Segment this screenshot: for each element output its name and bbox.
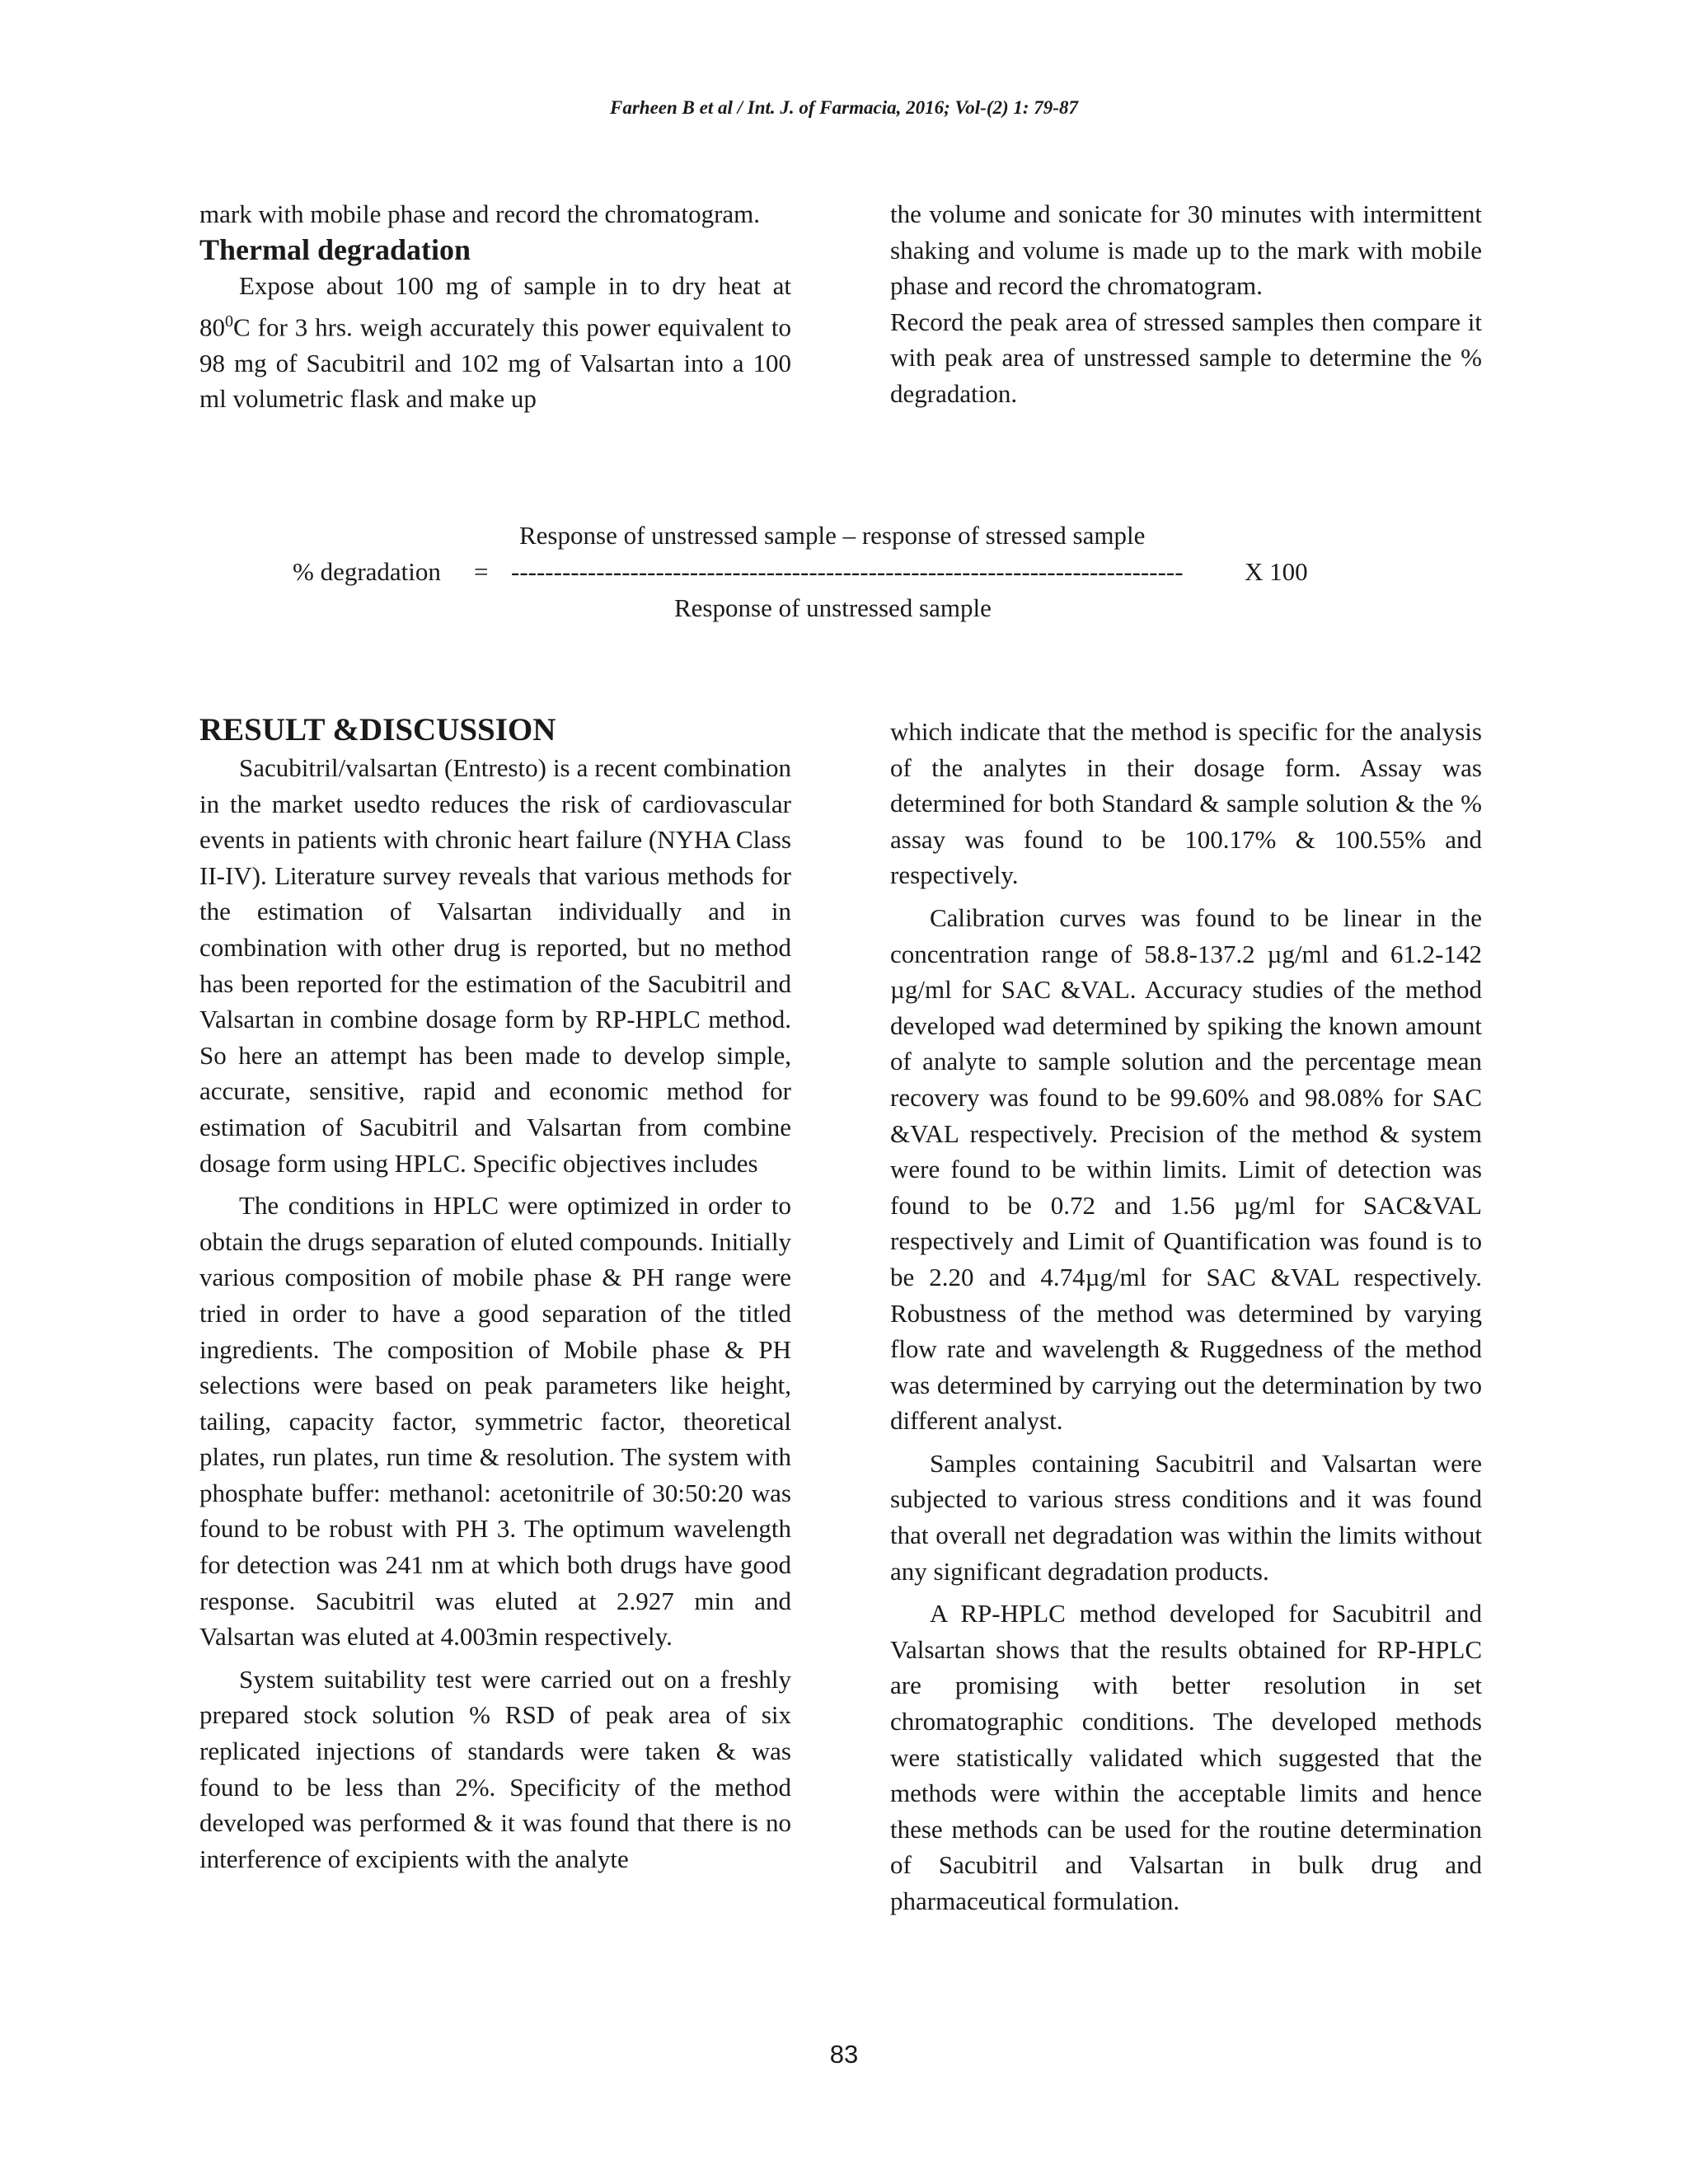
superscript: 0 xyxy=(225,312,233,330)
formula-multiplier: X 100 xyxy=(1245,557,1308,586)
top-right-column xyxy=(890,196,1482,412)
paragraph: the volume and sonicate for 30 minutes with intermittent shaking and volume is made up to the mark with mobile phase and record the chromatogram. xyxy=(890,199,1482,301)
result-right-column xyxy=(890,714,1482,1919)
text-run: C for 3 hrs. weigh accurately this power equivalent to 98 mg of Sacubitril and 102 mg of Valsartan into a 100 ml volumetric flask and make up xyxy=(199,312,791,414)
top-left-column xyxy=(199,196,791,417)
paragraph: mark with mobile phase and record the chromatogram. xyxy=(199,199,761,228)
formula-denominator: Response of unstressed sample xyxy=(674,593,992,622)
paragraph: System suitability test were carried out on a freshly prepared stock solution % RSD of peak area of six replicated injections of standards were taken & was found to be less than 2%. Specificity of the method developed was performed & it was found that there is no interference of excipients with the analyte xyxy=(199,1664,791,1873)
running-header: Farheen B et al / Int. J. of Farmacia, 2016; Vol-(2) 1: 79-87 xyxy=(610,97,1078,118)
paragraph: A RP-HPLC method developed for Sacubitril and Valsartan shows that the results obtained for RP-HPLC are promising with better resolution in set chromatographic conditions. The developed methods were statistically validated which suggested that the methods were within the acceptable limits and hence these methods can be used for the routine determination of Sacubitril and Valsartan in bulk drug and pharmaceutical formulation. xyxy=(890,1599,1482,1915)
paragraph: Samples containing Sacubitril and Valsartan were subjected to various stress conditions and it was found that overall net degradation was within the limits without any significant degradation products. xyxy=(890,1448,1482,1586)
formula-equals: = xyxy=(474,557,489,586)
result-left-column xyxy=(199,710,791,1877)
paragraph xyxy=(199,268,791,417)
formula-fraction-bar: ------------------------------------------------------------------------------- xyxy=(511,557,1184,586)
formula-lhs: % degradation xyxy=(293,557,441,586)
paragraph: Calibration curves was found to be linear in the concentration range of 58.8-137.2 µg/ml and 61.2-142 µg/ml for SAC &VAL. Accuracy studies of the method developed wad determined by spiking the known amount of analyte to sample solution and the percentage mean recovery was found to be 99.60% and 98.08% for SAC &VAL respectively. Precision of the method & system were found to be within limits. Limit of detection was found to be 0.72 and 1.56 µg/ml for SAC&VAL respectively and Limit of Quantification was found is to be 2.20 and 4.74µg/ml for SAC &VAL respectively. Robustness of the method was determined by varying flow rate and wavelength & Ruggedness of the method was determined by carrying out the determination by two different analyst. xyxy=(890,902,1482,1436)
paragraph: Record the peak area of stressed samples then compare it with peak area of unstressed sample to determine the % degradation. xyxy=(890,307,1482,408)
paragraph: which indicate that the method is specific for the analysis of the analytes in their dosage form. Assay was determined for both Standard & sample solution & the % assay was found to be 100.17% & 100.55% and respectively. xyxy=(890,717,1482,890)
section-heading-result-discussion: RESULT &DISCUSSION xyxy=(199,712,556,748)
section-heading-thermal-degradation: Thermal degradation xyxy=(199,232,471,266)
paragraph: The conditions in HPLC were optimized in order to obtain the drugs separation of eluted compounds. Initially various composition of mobile phase & PH range were tried in order to have a good separation of the titled ingredients. The composition of Mobile phase & PH selections were based on peak parameters like height, tailing, capacity factor, symmetric factor, theoretical plates, run plates, run time & resolution. The system with phosphate buffer: methanol: acetonitrile of 30:50:20 was found to be robust with PH 3. The optimum wavelength for detection was 241 nm at which both drugs have good response. Sacubitril was eluted at 2.927 min and Valsartan was eluted at 4.003min respectively. xyxy=(199,1191,791,1652)
formula-numerator: Response of unstressed sample – response of stressed sample xyxy=(519,521,1146,550)
text-run: Expose about 100 mg of sample in to dry heat at 80 xyxy=(199,271,791,342)
page-number: 83 xyxy=(829,2040,859,2069)
paragraph: Sacubitril/valsartan (Entresto) is a recent combination in the market usedto reduces the risk of cardiovascular events in patients with chronic heart failure (NYHA Class II-IV). Literature survey reveals that various methods for the estimation of Valsartan individually and in combination with other drug is reported, but no method has been reported for the estimation of the Sacubitril and Valsartan in combine dosage form by RP-HPLC method. So here an attempt has been made to develop simple, accurate, sensitive, rapid and economic method for estimation of Sacubitril and Valsartan from combine dosage form using HPLC. Specific objectives includes xyxy=(199,753,791,1178)
